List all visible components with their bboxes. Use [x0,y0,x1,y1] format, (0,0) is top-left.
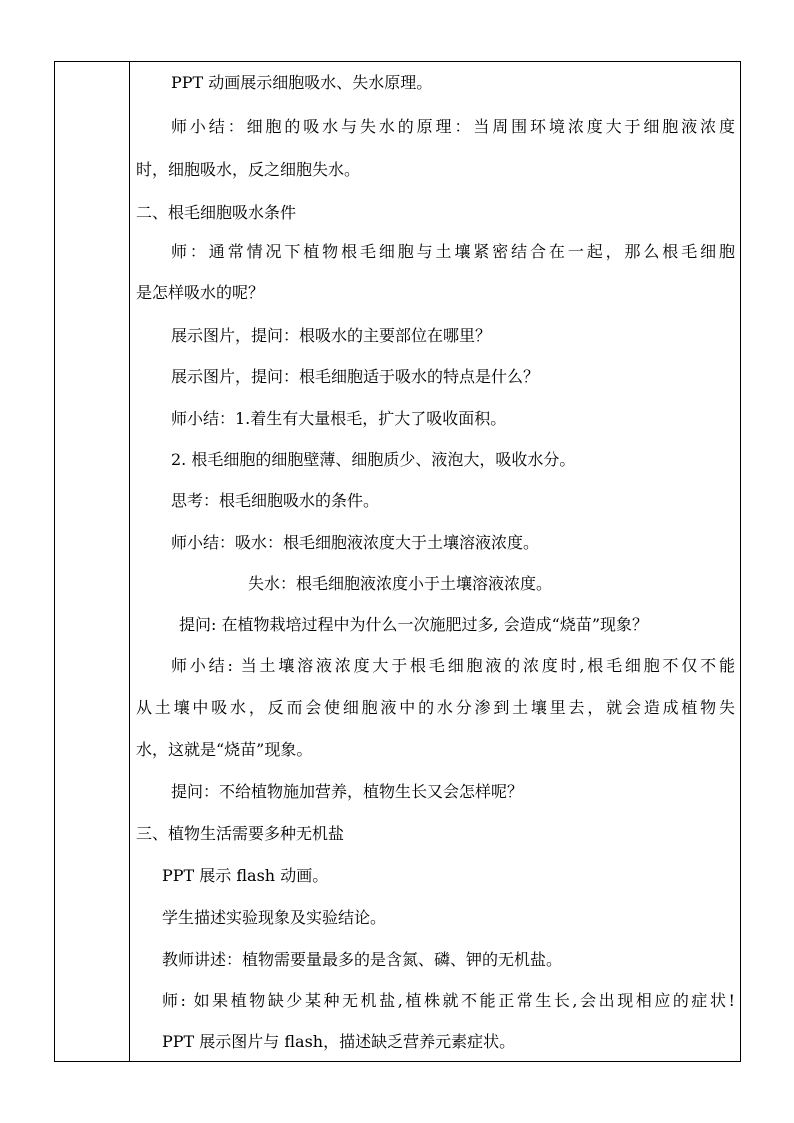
text-line-15: 师小结: 当土壤溶液浓度大于根毛细胞液的浓度时,根毛细胞不仅不能 [171,656,735,675]
text-line-23: 师: 如果植物缺少某种无机盐,植株就不能正常生长,会出现相应的症状! [162,991,735,1010]
text-line-5: 师：通常情况下植物根毛细胞与土壤紧密结合在一起，那么根毛细胞 [171,242,735,261]
text-line-1: PPT 动画展示细胞吸水、失水原理。 [171,73,433,92]
text-line-9: 师小结：1.着生有大量根毛，扩大了吸收面积。 [171,409,507,428]
text-line-6: 是怎样吸水的呢？ [136,283,265,302]
text-line-10: 2. 根毛细胞的细胞壁薄、细胞质少、液泡大，吸收水分。 [171,450,576,469]
text-line-16: 从土壤中吸水，反而会使细胞液中的水分渗到土壤里去，就会造成植物失 [136,698,735,717]
text-line-12: 师小结：吸水：根毛细胞液浓度大于土壤溶液浓度。 [171,533,540,552]
text-line-8: 展示图片，提问：根毛细胞适于吸水的特点是什么？ [171,367,540,386]
text-line-2: 师小结：细胞的吸水与失水的原理：当周围环境浓度大于细胞液浓度 [171,117,735,136]
lesson-table [54,61,741,1062]
text-line-18: 提问：不给植物施加营养，植物生长又会怎样呢？ [171,782,524,801]
text-line-3: 时，细胞吸水，反之细胞失水。 [136,160,361,179]
text-line-22: 教师讲述：植物需要量最多的是含氮、磷、钾的无机盐。 [162,950,563,969]
text-line-21: 学生描述实验现象及实验结论。 [162,908,387,927]
section-heading-3: 三、植物生活需要多种无机盐 [136,824,345,843]
text-line-13: 失水：根毛细胞液浓度小于土壤溶液浓度。 [248,574,553,593]
text-line-14: 提问: 在植物栽培过程中为什么一次施肥过多, 会造成“烧苗”现象？ [179,615,649,634]
text-line-24: PPT 展示图片与 flash，描述缺乏营养元素症状。 [162,1032,516,1051]
text-line-20: PPT 展示 flash 动画。 [162,866,329,885]
section-heading-2: 二、根毛细胞吸水条件 [136,203,297,222]
text-line-11: 思考：根毛细胞吸水的条件。 [171,491,380,510]
text-line-7: 展示图片，提问：根吸水的主要部位在哪里？ [171,326,492,345]
text-line-17: 水，这就是“烧苗”现象。 [136,740,313,759]
column-divider [129,62,130,1061]
